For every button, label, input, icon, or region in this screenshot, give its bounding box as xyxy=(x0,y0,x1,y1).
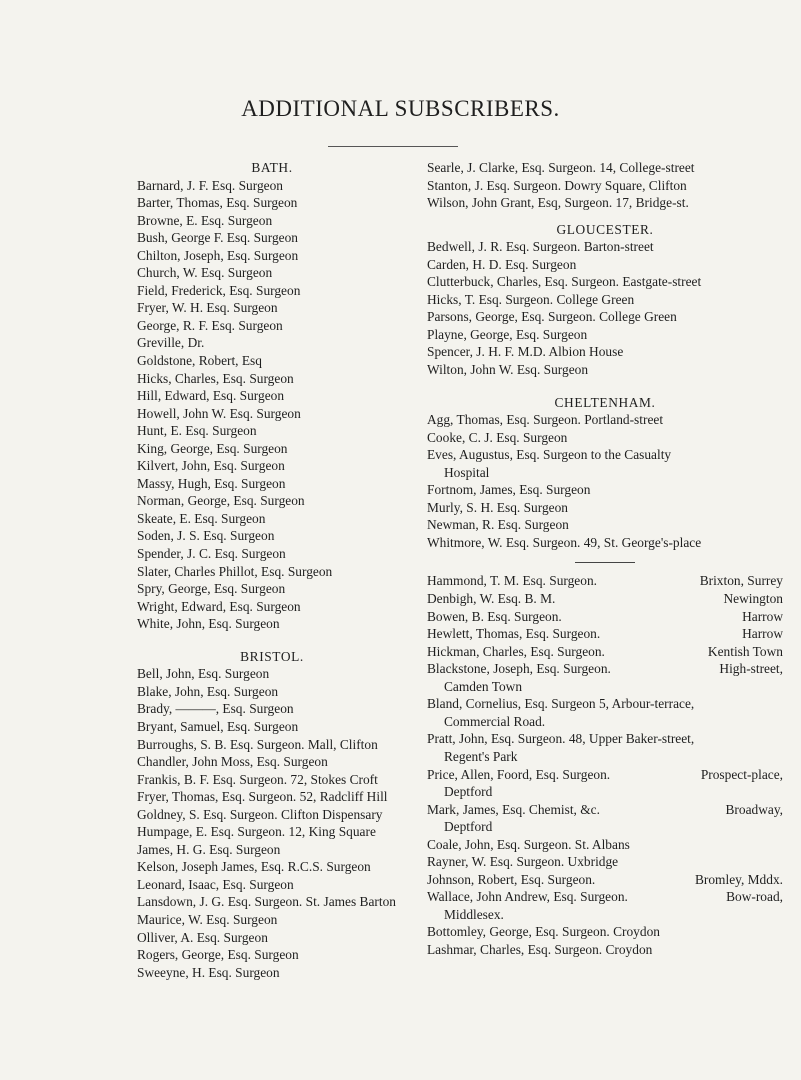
subscriber-entry: Skeate, E. Esq. Surgeon xyxy=(137,510,266,526)
subscriber-entry: Commercial Road. xyxy=(444,713,546,729)
gloucester-list xyxy=(427,238,783,378)
page-title: ADDITIONAL SUBSCRIBERS. xyxy=(241,96,560,121)
subscriber-entry: Lashmar, Charles, Esq. Surgeon. Croydon xyxy=(427,941,653,957)
subscriber-place: Brixton, Surrey xyxy=(699,573,783,589)
bath-list xyxy=(137,177,407,633)
subscriber-place: Harrow xyxy=(742,608,783,624)
subscriber-entry: Agg, Thomas, Esq. Surgeon. Portland-street xyxy=(427,412,664,428)
subscriber-entry: Bush, George F. Esq. Surgeon xyxy=(137,230,298,246)
subscriber-name: Mark, James, Esq. Chemist, &c. xyxy=(427,801,600,817)
right-column xyxy=(427,159,783,959)
subscriber-entry: Wilson, John Grant, Esq, Surgeon. 17, Bridge-st. xyxy=(427,195,689,211)
subscriber-entry: Clutterbuck, Charles, Esq. Surgeon. Eastgate-street xyxy=(427,274,702,290)
subscriber-entry: Leonard, Isaac, Esq. Surgeon xyxy=(137,876,294,892)
subscriber-entry: Goldney, S. Esq. Surgeon. Clifton Dispensary xyxy=(137,806,383,822)
subscriber-entry: Eves, Augustus, Esq. Surgeon to the Casualty xyxy=(427,447,672,463)
subscriber-place: Kentish Town xyxy=(707,643,783,659)
subscriber-entry: Spencer, J. H. F. M.D. Albion House xyxy=(427,344,624,360)
subscriber-entry: Lansdown, J. G. Esq. Surgeon. St. James Barton xyxy=(137,894,396,910)
subscriber-entry: Browne, E. Esq. Surgeon xyxy=(137,212,273,228)
subscriber-entry xyxy=(427,660,783,678)
subscriber-entry: Blake, John, Esq. Surgeon xyxy=(137,683,279,699)
subscriber-entry xyxy=(427,572,783,590)
subscriber-entry: Chandler, John Moss, Esq. Surgeon xyxy=(137,754,328,770)
subscriber-name: Hewlett, Thomas, Esq. Surgeon. xyxy=(427,626,601,642)
subscriber-entry: Bryant, Samuel, Esq. Surgeon xyxy=(137,718,299,734)
subscriber-entry: Middlesex. xyxy=(444,906,504,922)
subscriber-entry: Olliver, A. Esq. Surgeon xyxy=(137,929,268,945)
subscriber-entry: King, George, Esq. Surgeon xyxy=(137,440,288,456)
subscriber-entry: Carden, H. D. Esq. Surgeon xyxy=(427,256,577,272)
cheltenham-list xyxy=(427,411,783,551)
subscriber-place: Newington xyxy=(723,591,783,607)
subscriber-entry: Cooke, C. J. Esq. Surgeon xyxy=(427,429,568,445)
subscriber-entry: Spender, J. C. Esq. Surgeon xyxy=(137,546,286,562)
subscriber-entry: Howell, John W. Esq. Surgeon xyxy=(137,405,301,421)
subscriber-entry: Goldstone, Robert, Esq xyxy=(137,353,262,369)
subscriber-entry: Deptford xyxy=(444,784,493,800)
subscriber-entry: Barnard, J. F. Esq. Surgeon xyxy=(137,177,283,193)
subscriber-entry: Kelson, Joseph James, Esq. R.C.S. Surgeon xyxy=(137,859,371,875)
subscriber-name: Hammond, T. M. Esq. Surgeon. xyxy=(427,573,597,589)
subscriber-entry: Hicks, Charles, Esq. Surgeon xyxy=(137,370,294,386)
subscriber-name: Blackstone, Joseph, Esq. Surgeon. xyxy=(427,661,611,677)
subscriber-place: Bow-road, xyxy=(726,889,783,905)
section-heading-cheltenham: CHELTENHAM. xyxy=(554,394,656,410)
subscriber-entry: Norman, George, Esq. Surgeon xyxy=(137,493,305,509)
subscriber-name: Johnson, Robert, Esq. Surgeon. xyxy=(427,871,596,887)
subscriber-entry: Camden Town xyxy=(444,678,523,694)
subscriber-entry: Kilvert, John, Esq. Surgeon xyxy=(137,458,285,474)
subscriber-entry xyxy=(427,801,783,819)
subscriber-entry: Fortnom, James, Esq. Surgeon xyxy=(427,482,591,498)
left-column xyxy=(137,159,407,981)
subscriber-entry: Whitmore, W. Esq. Surgeon. 49, St. George's-place xyxy=(427,534,702,550)
bristol-list xyxy=(137,665,407,981)
subscriber-entry xyxy=(427,625,783,643)
subscriber-entry: Deptford xyxy=(444,819,493,835)
subscriber-place: Harrow xyxy=(742,626,783,642)
subscriber-place: Broadway, xyxy=(725,801,783,817)
subscriber-entry: Parsons, George, Esq. Surgeon. College Green xyxy=(427,309,677,325)
subscriber-entry xyxy=(427,590,783,608)
subscriber-entry: Soden, J. S. Esq. Surgeon xyxy=(137,528,275,544)
subscriber-name: Denbigh, W. Esq. B. M. xyxy=(427,591,556,607)
subscriber-entry: Church, W. Esq. Surgeon xyxy=(137,265,273,281)
subscriber-entry: Fryer, Thomas, Esq. Surgeon. 52, Radcliff Hill xyxy=(137,789,388,805)
subscriber-entry: Wright, Edward, Esq. Surgeon xyxy=(137,598,301,614)
subscriber-entry: Maurice, W. Esq. Surgeon xyxy=(137,911,278,927)
subscriber-entry: Murly, S. H. Esq. Surgeon xyxy=(427,499,568,515)
subscriber-entry xyxy=(427,608,783,626)
bath-continued-list xyxy=(427,159,783,212)
title-rule xyxy=(328,146,458,147)
subscriber-entry: Burroughs, S. B. Esq. Surgeon. Mall, Clifton xyxy=(137,736,378,752)
subscriber-entry: Hunt, E. Esq. Surgeon xyxy=(137,423,257,439)
subscriber-entry: Playne, George, Esq. Surgeon xyxy=(427,326,588,342)
subscriber-name: Hickman, Charles, Esq. Surgeon. xyxy=(427,643,605,659)
subscriber-entry: Field, Frederick, Esq. Surgeon xyxy=(137,282,301,298)
subscriber-entry xyxy=(427,643,783,661)
subscriber-entry: Coale, John, Esq. Surgeon. St. Albans xyxy=(427,836,630,852)
subscriber-entry xyxy=(427,888,783,906)
subscriber-entry: Bland, Cornelius, Esq. Surgeon 5, Arbour-terrace, xyxy=(427,696,695,712)
section-heading-bath: BATH. xyxy=(251,160,293,175)
subscriber-entry: Rogers, George, Esq. Surgeon xyxy=(137,947,299,963)
subscriber-entry: Pratt, John, Esq. Surgeon. 48, Upper Baker-street, xyxy=(427,731,695,747)
subscriber-place: Prospect-place, xyxy=(700,766,783,782)
subscriber-entry: Fryer, W. H. Esq. Surgeon xyxy=(137,300,278,316)
subscriber-entry xyxy=(427,766,783,784)
subscriber-entry: Chilton, Joseph, Esq. Surgeon xyxy=(137,247,299,263)
subscriber-entry: George, R. F. Esq. Surgeon xyxy=(137,317,283,333)
subscriber-entry: Hicks, T. Esq. Surgeon. College Green xyxy=(427,291,635,307)
subscriber-entry: Hill, Edward, Esq. Surgeon xyxy=(137,388,285,404)
subscriber-entry: Sweeyne, H. Esq. Surgeon xyxy=(137,964,280,980)
subscriber-entry: Barter, Thomas, Esq. Surgeon xyxy=(137,195,298,211)
subscriber-entry: Slater, Charles Phillot, Esq. Surgeon xyxy=(137,563,333,579)
subscriber-entry: Greville, Dr. xyxy=(137,335,205,351)
subscriber-place: High-street, xyxy=(719,661,783,677)
section-heading-bristol: BRISTOL. xyxy=(240,648,304,664)
subscriber-entry: Wilton, John W. Esq. Surgeon xyxy=(427,362,589,378)
subscriber-name: Price, Allen, Foord, Esq. Surgeon. xyxy=(427,766,611,782)
subscriber-entry: Bottomley, George, Esq. Surgeon. Croydon xyxy=(427,924,660,940)
subscriber-entry: Massy, Hugh, Esq. Surgeon xyxy=(137,475,286,491)
subscriber-entry: Searle, J. Clarke, Esq. Surgeon. 14, College-street xyxy=(427,160,695,175)
london-area-list xyxy=(427,572,783,958)
subscriber-entry: Bell, John, Esq. Surgeon xyxy=(137,666,270,682)
subscriber-entry: Hospital xyxy=(444,464,490,480)
subscriber-place: Bromley, Mddx. xyxy=(694,871,783,887)
subscriber-entry: Spry, George, Esq. Surgeon xyxy=(137,581,286,597)
subscriber-entry: Regent's Park xyxy=(444,748,518,764)
subscriber-entry: Frankis, B. F. Esq. Surgeon. 72, Stokes Croft xyxy=(137,771,378,787)
subscriber-entry: Humpage, E. Esq. Surgeon. 12, King Square xyxy=(137,824,376,840)
subscriber-entry: Stanton, J. Esq. Surgeon. Dowry Square, Clifton xyxy=(427,177,687,193)
subscriber-name: Bowen, B. Esq. Surgeon. xyxy=(427,608,562,624)
subscriber-entry xyxy=(427,871,783,889)
subscriber-entry: Newman, R. Esq. Surgeon xyxy=(427,517,569,533)
subscriber-entry: Bedwell, J. R. Esq. Surgeon. Barton-street xyxy=(427,239,654,255)
subscriber-entry: White, John, Esq. Surgeon xyxy=(137,616,280,632)
subscriber-entry: Rayner, W. Esq. Surgeon. Uxbridge xyxy=(427,854,619,870)
section-heading-gloucester: GLOUCESTER. xyxy=(556,221,654,237)
subscriber-entry: James, H. G. Esq. Surgeon xyxy=(137,841,281,857)
subscriber-name: Wallace, John Andrew, Esq. Surgeon. xyxy=(427,889,628,905)
subscriber-entry: Brady, ———, Esq. Surgeon xyxy=(137,701,294,717)
